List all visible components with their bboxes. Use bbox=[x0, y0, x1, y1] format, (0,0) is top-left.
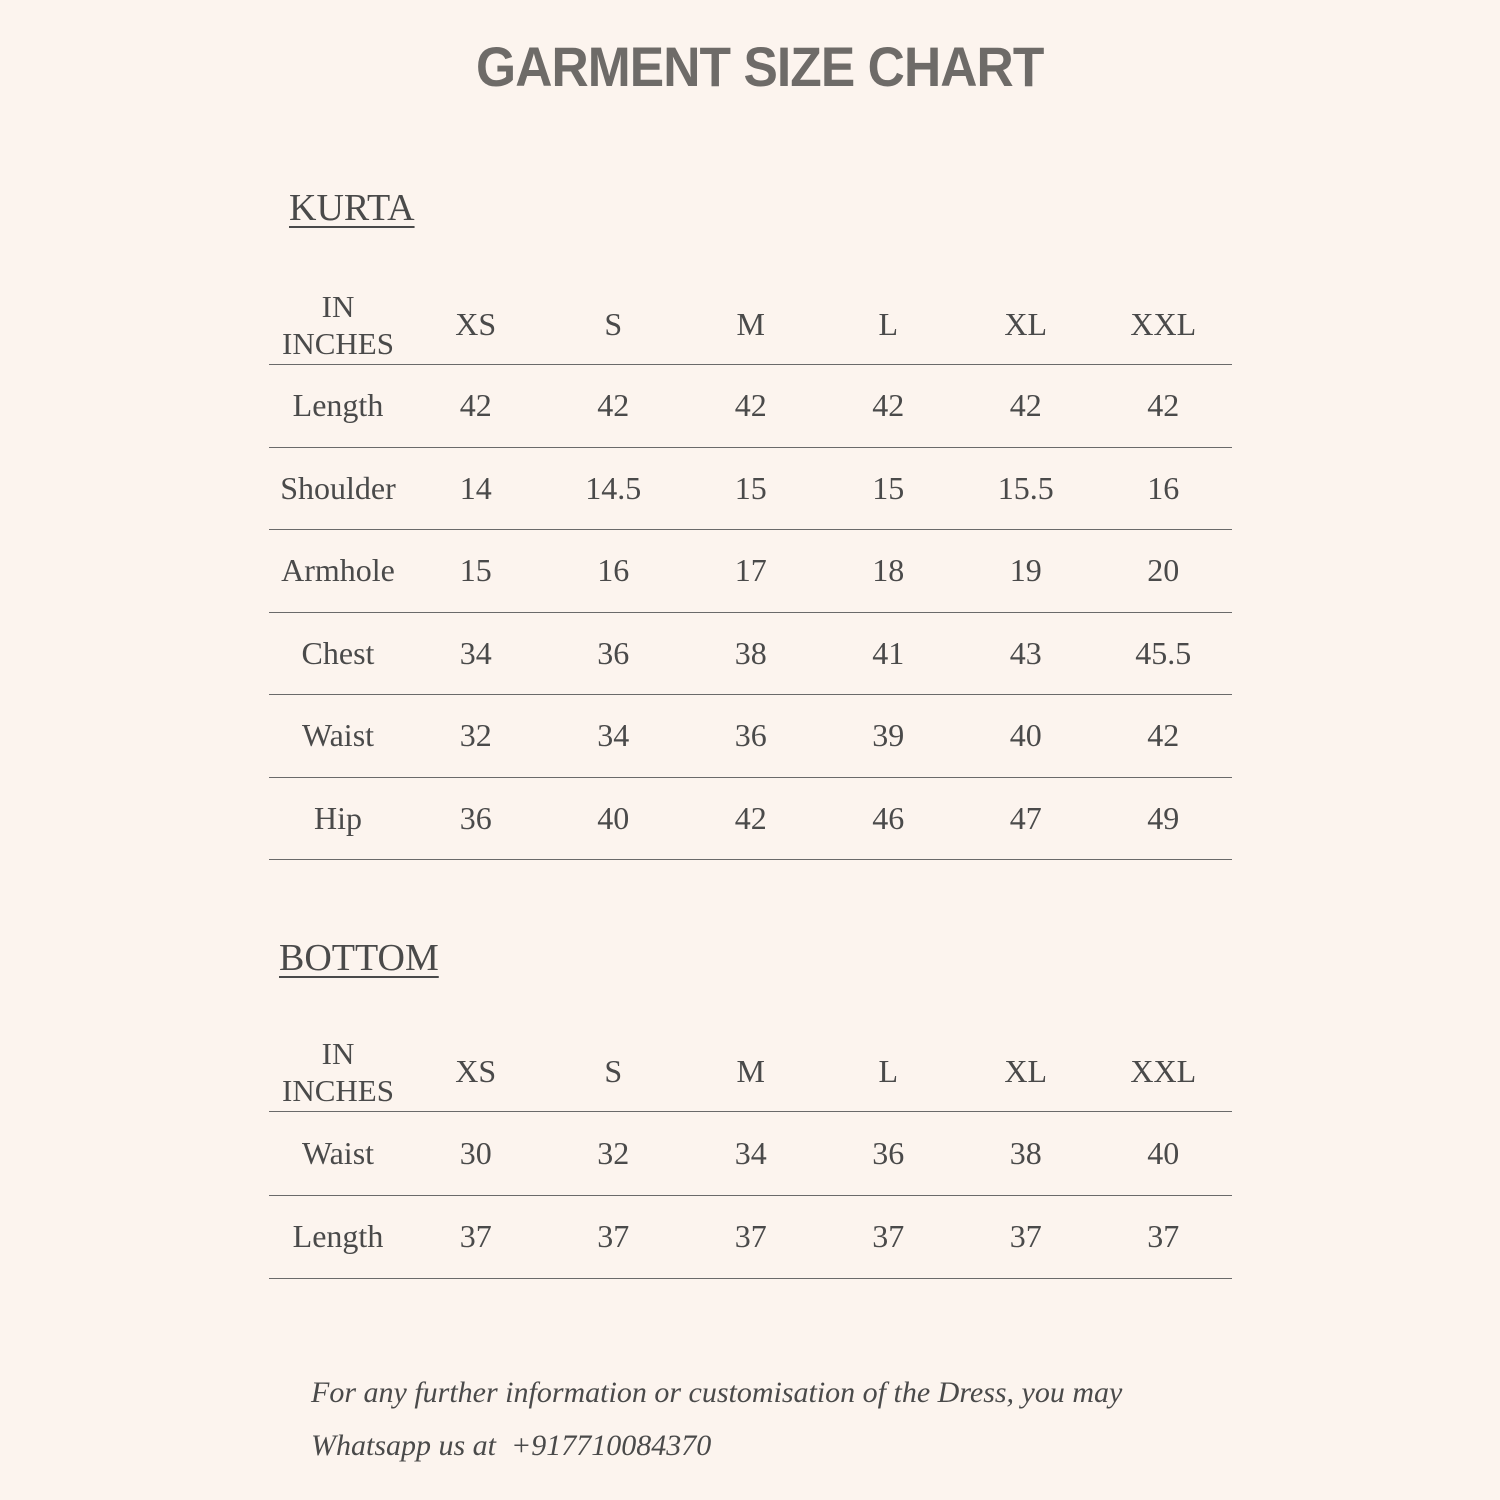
table-cell: 40 bbox=[1095, 1112, 1233, 1196]
table-cell: 34 bbox=[682, 1112, 820, 1196]
size-header-l: L bbox=[820, 285, 958, 365]
size-header-xxl: XXL bbox=[1095, 1032, 1233, 1112]
row-label: Length bbox=[269, 1195, 407, 1279]
table-cell: 37 bbox=[1095, 1195, 1233, 1279]
row-label: Length bbox=[269, 365, 407, 448]
table-cell: 34 bbox=[407, 612, 545, 695]
table-row bbox=[269, 1112, 1232, 1196]
size-header-s: S bbox=[545, 285, 683, 365]
table-cell: 36 bbox=[682, 695, 820, 778]
row-label: Hip bbox=[269, 777, 407, 860]
table-cell: 36 bbox=[545, 612, 683, 695]
table-row bbox=[269, 447, 1232, 530]
unit-label: IN INCHES bbox=[269, 285, 407, 365]
page-title: GARMENT SIZE CHART bbox=[476, 35, 1044, 98]
table-row bbox=[269, 695, 1232, 778]
table-row bbox=[269, 530, 1232, 613]
row-label: Waist bbox=[269, 1112, 407, 1196]
table-cell: 32 bbox=[407, 695, 545, 778]
table-row bbox=[269, 777, 1232, 860]
table-cell: 37 bbox=[957, 1195, 1095, 1279]
bottom-section-heading: BOTTOM bbox=[279, 937, 439, 979]
size-header-xl: XL bbox=[957, 285, 1095, 365]
size-header-xs: XS bbox=[407, 1032, 545, 1112]
size-header-l: L bbox=[820, 1032, 958, 1112]
table-cell: 20 bbox=[1095, 530, 1233, 613]
size-header-xxl: XXL bbox=[1095, 285, 1233, 365]
row-label: Armhole bbox=[269, 530, 407, 613]
table-cell: 15 bbox=[407, 530, 545, 613]
size-header-xl: XL bbox=[957, 1032, 1095, 1112]
table-cell: 14 bbox=[407, 447, 545, 530]
table-cell: 42 bbox=[682, 365, 820, 448]
table-cell: 15 bbox=[820, 447, 958, 530]
table-cell: 49 bbox=[1095, 777, 1233, 860]
table-cell: 19 bbox=[957, 530, 1095, 613]
table-cell: 42 bbox=[1095, 365, 1233, 448]
table-cell: 40 bbox=[545, 777, 683, 860]
table-cell: 47 bbox=[957, 777, 1095, 860]
table-cell: 37 bbox=[545, 1195, 683, 1279]
kurta-header-row bbox=[269, 285, 1232, 365]
table-row bbox=[269, 365, 1232, 448]
size-header-s: S bbox=[545, 1032, 683, 1112]
table-cell: 15.5 bbox=[957, 447, 1095, 530]
table-cell: 37 bbox=[407, 1195, 545, 1279]
table-cell: 36 bbox=[820, 1112, 958, 1196]
table-cell: 40 bbox=[957, 695, 1095, 778]
table-cell: 17 bbox=[682, 530, 820, 613]
table-cell: 42 bbox=[957, 365, 1095, 448]
table-cell: 16 bbox=[1095, 447, 1233, 530]
table-cell: 30 bbox=[407, 1112, 545, 1196]
row-label: Shoulder bbox=[269, 447, 407, 530]
table-cell: 46 bbox=[820, 777, 958, 860]
table-cell: 42 bbox=[407, 365, 545, 448]
table-cell: 38 bbox=[682, 612, 820, 695]
table-cell: 43 bbox=[957, 612, 1095, 695]
table-cell: 45.5 bbox=[1095, 612, 1233, 695]
size-header-m: M bbox=[682, 285, 820, 365]
contact-note-line-1: For any further information or customisation of the Dress, you may bbox=[311, 1376, 1123, 1409]
table-row bbox=[269, 612, 1232, 695]
table-cell: 32 bbox=[545, 1112, 683, 1196]
contact-note bbox=[311, 1366, 1311, 1472]
table-cell: 16 bbox=[545, 530, 683, 613]
size-header-xs: XS bbox=[407, 285, 545, 365]
bottom-size-table bbox=[269, 1032, 1232, 1279]
table-cell: 37 bbox=[820, 1195, 958, 1279]
table-cell: 41 bbox=[820, 612, 958, 695]
kurta-size-table bbox=[269, 285, 1232, 860]
table-cell: 42 bbox=[1095, 695, 1233, 778]
contact-note-line-2: Whatsapp us at +917710084370 bbox=[311, 1429, 712, 1462]
table-row bbox=[269, 1195, 1232, 1279]
table-cell: 34 bbox=[545, 695, 683, 778]
table-cell: 36 bbox=[407, 777, 545, 860]
table-cell: 15 bbox=[682, 447, 820, 530]
table-cell: 18 bbox=[820, 530, 958, 613]
table-cell: 37 bbox=[682, 1195, 820, 1279]
row-label: Chest bbox=[269, 612, 407, 695]
row-label: Waist bbox=[269, 695, 407, 778]
table-cell: 14.5 bbox=[545, 447, 683, 530]
table-cell: 42 bbox=[820, 365, 958, 448]
size-header-m: M bbox=[682, 1032, 820, 1112]
table-cell: 38 bbox=[957, 1112, 1095, 1196]
kurta-section-heading: KURTA bbox=[289, 187, 415, 229]
table-cell: 39 bbox=[820, 695, 958, 778]
table-cell: 42 bbox=[545, 365, 683, 448]
bottom-header-row bbox=[269, 1032, 1232, 1112]
unit-label: IN INCHES bbox=[269, 1032, 407, 1112]
table-cell: 42 bbox=[682, 777, 820, 860]
